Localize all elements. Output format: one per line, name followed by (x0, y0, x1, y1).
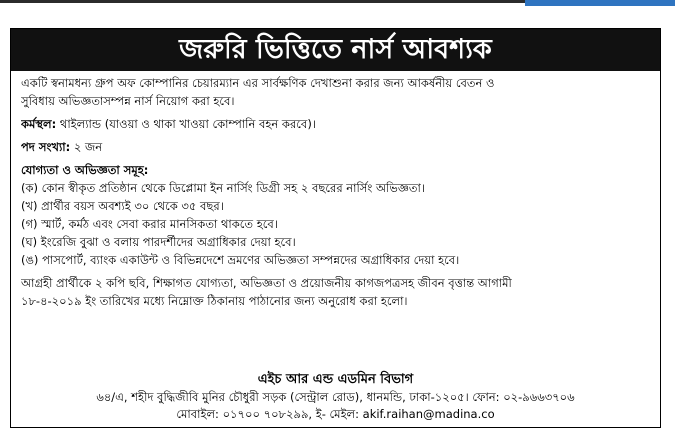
positions-row (21, 138, 653, 156)
application-paragraph (21, 274, 653, 310)
intro-line-2: সুবিধায় অভিজ্ঞতাসম্পন্ন নার্স নিয়োগ করা হবে। (21, 94, 235, 108)
headline-text: জরুরি ভিত্তিতে নার্স আবশ্যক (179, 34, 492, 65)
qualification-item: (ক) কোন স্বীকৃত প্রতিষ্ঠান থেকে ডিপ্লোমা ইন নার্সিং ডিগ্রী সহ ২ বছরের নার্সিং অভিজ্ঞতা। (21, 181, 425, 195)
intro-line-1: একটি স্বনামধন্য গ্রুপ অফ কোম্পানির চেয়ারম্যান এর সার্বক্ষণিক দেখাশুনা করার জন্য আকর্ষনীয় বেতন ও (21, 76, 495, 90)
workplace-row (21, 115, 653, 133)
qualification-item: (ঘ) ইংরেজি বুঝা ও বলায় পারদর্শীদের অগ্রাধিকার দেয়া হবে। (21, 235, 296, 249)
intro-paragraph (21, 74, 653, 110)
department-name: এইচ আর এন্ড এডমিন বিভাগ (257, 372, 414, 387)
footer-contact (11, 371, 660, 423)
qualification-item: (ঙ) পাসপোর্ট, ব্যাংক একাউন্ট ও বিভিন্নদেশে ভ্রমণের অভিজ্ঞতা সম্পন্নদের অগ্রাধিকার দেয়া হবে। (21, 253, 460, 267)
qualifications-heading: যোগ্যতা ও অভিজ্ঞতা সমূহ: (21, 163, 149, 177)
positions-label: পদ সংখ্যা: (21, 140, 71, 154)
workplace-label: কর্মস্থল: (21, 117, 57, 131)
qualification-item: (খ) প্রার্থীর বয়স অবশ্যই ৩০ থেকে ৩৫ বছর। (21, 199, 224, 213)
application-line-1: আগ্রহী প্রার্থীকে ২ কপি ছবি, শিক্ষাগত যোগ্যতা, অভিজ্ঞতা ও প্রয়োজনীয় কাগজপত্রসহ জীবন বৃত্তান্ত আগামী (21, 276, 512, 290)
top-strip-blue (525, 0, 675, 6)
positions-value: ২ জন (70, 140, 103, 154)
application-line-2: ১৮-৪-২০১৯ ইং তারিখের মধ্যে নিম্নোক্ত ঠিকানায় পাঠানোর জন্য অনুরোধ করা হলো। (21, 294, 408, 308)
workplace-value: থাইল্যান্ড (যাওয়া ও থাকা খাওয়া কোম্পানি বহন করবে)। (56, 117, 316, 131)
headline-banner (11, 29, 660, 71)
ad-body (21, 74, 653, 310)
qualification-item: (গ) স্মার্ট, কর্মঠ এবং সেবা করার মানসিকতা থাকতে হবে। (21, 217, 278, 231)
job-ad-frame (10, 28, 661, 428)
contact-line: মোবাইল: ০১৭০০ ৭০৮২৯৯, ই- মেইল: akif.raihan@madina.co (176, 407, 495, 421)
top-strip (0, 0, 675, 6)
address-line: ৬৪/এ, শহীদ বুদ্ধিজীবি মুনির চৌধুরী সড়ক (সেন্ট্রাল রোড), ধানমন্ডি, ঢাকা-১২০৫। ফোন: ০২-৯৬৬৩৭০৬ (96, 390, 575, 404)
